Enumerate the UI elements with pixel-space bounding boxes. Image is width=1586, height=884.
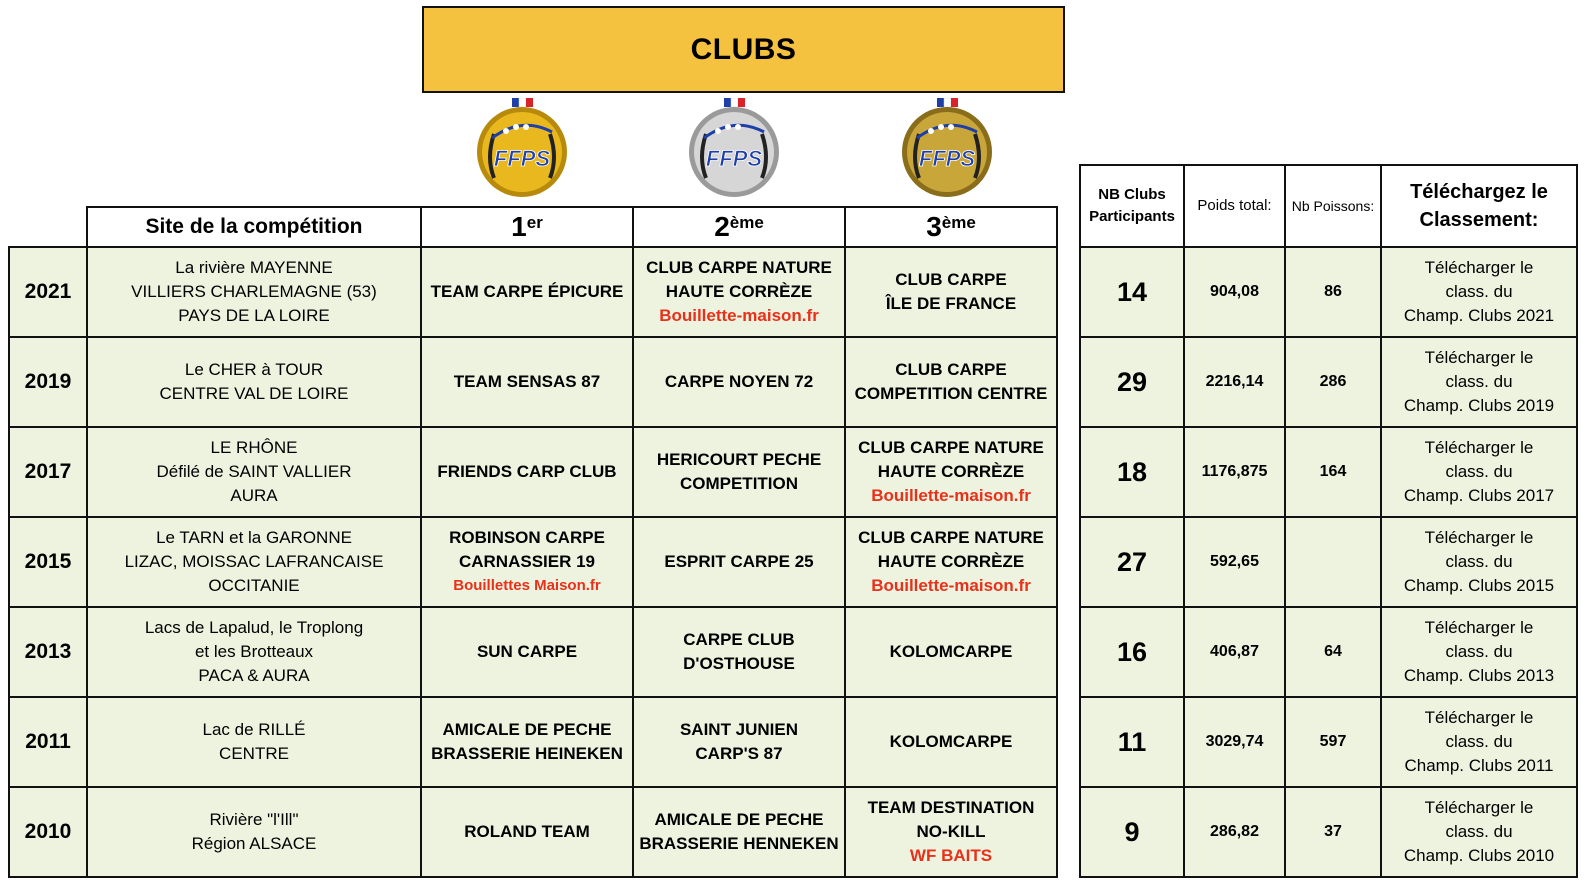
poids-cell: 3029,74	[1184, 697, 1285, 787]
club-line: NO-KILL	[916, 822, 986, 841]
download-line: Champ. Clubs 2010	[1403, 846, 1555, 865]
third-place-cell	[845, 607, 1057, 697]
stats-row	[1080, 427, 1577, 517]
site-cell	[87, 247, 421, 337]
download-line: class. du	[1445, 372, 1513, 391]
site-line: OCCITANIE	[208, 576, 300, 595]
download-line: Télécharger le	[1424, 708, 1534, 727]
first-place-cell	[421, 247, 633, 337]
club-line: CLUB CARPE NATURE	[858, 528, 1044, 547]
club-line: KOLOMCARPE	[889, 732, 1013, 751]
club-line: ROLAND TEAM	[464, 822, 590, 841]
nb-clubs-cell: 14	[1080, 247, 1184, 337]
third-place-cell	[845, 517, 1057, 607]
first-place-cell	[421, 787, 633, 877]
third-place-cell	[845, 247, 1057, 337]
second-place-header: 2ème	[633, 207, 845, 247]
site-line: VILLIERS CHARLEMAGNE (53)	[131, 282, 377, 301]
result-row	[9, 247, 1057, 337]
poids-cell: 592,65	[1184, 517, 1285, 607]
club-line: COMPETITION	[679, 474, 799, 493]
site-cell	[87, 607, 421, 697]
result-row	[9, 607, 1057, 697]
site-cell	[87, 697, 421, 787]
third-place-cell	[845, 337, 1057, 427]
nb-poissons-cell: 597	[1285, 697, 1381, 787]
site-line: PACA & AURA	[198, 666, 310, 685]
first-place-header: 1er	[421, 207, 633, 247]
second-place-cell	[633, 247, 845, 337]
club-line: KOLOMCARPE	[889, 642, 1013, 661]
sponsor-label: Bouillette-maison.fr	[871, 576, 1031, 595]
download-line: Champ. Clubs 2017	[1403, 486, 1555, 505]
poids-cell: 286,82	[1184, 787, 1285, 877]
download-line: class. du	[1445, 642, 1513, 661]
stats-row	[1080, 337, 1577, 427]
site-line: Le TARN et la GARONNE	[156, 528, 352, 547]
nb-poissons-cell: 86	[1285, 247, 1381, 337]
download-line: Télécharger le	[1424, 618, 1534, 637]
club-line: CLUB CARPE	[895, 270, 1007, 289]
first-place-cell	[421, 427, 633, 517]
club-line: SUN CARPE	[476, 642, 578, 661]
nb-clubs-cell: 27	[1080, 517, 1184, 607]
medal-label: FFPS	[493, 146, 551, 171]
third-place-cell	[845, 787, 1057, 877]
club-line: COMPETITION CENTRE	[854, 384, 1048, 403]
club-line: CARNASSIER 19	[458, 552, 596, 571]
club-line: TEAM SENSAS 87	[453, 372, 601, 391]
download-link[interactable]	[1381, 247, 1577, 337]
site-cell	[87, 517, 421, 607]
site-line: Défilé de SAINT VALLIER	[156, 462, 352, 481]
download-line: Télécharger le	[1424, 258, 1534, 277]
site-line: Lac de RILLÉ	[202, 720, 306, 739]
poids-header: Poids total:	[1184, 165, 1285, 247]
download-line: Télécharger le	[1424, 798, 1534, 817]
year-cell: 2021	[9, 247, 87, 337]
second-place-cell	[633, 337, 845, 427]
results-header-row	[9, 207, 1057, 247]
nb-poissons-cell: 286	[1285, 337, 1381, 427]
club-line: ESPRIT CARPE 25	[664, 552, 814, 571]
nb-poissons-cell	[1285, 517, 1381, 607]
download-line: class. du	[1445, 822, 1513, 841]
nb-clubs-cell: 29	[1080, 337, 1184, 427]
first-place-cell	[421, 337, 633, 427]
club-line: CARP'S 87	[695, 744, 783, 763]
download-link[interactable]	[1381, 337, 1577, 427]
download-line: Champ. Clubs 2015	[1403, 576, 1555, 595]
club-line: CLUB CARPE	[895, 360, 1007, 379]
site-line: Rivière "l'Ill"	[209, 810, 299, 829]
gold-medal-icon	[472, 98, 572, 198]
download-link[interactable]	[1381, 697, 1577, 787]
club-line: ROBINSON CARPE	[449, 528, 605, 547]
sponsor-label: WF BAITS	[909, 846, 993, 865]
stats-row	[1080, 697, 1577, 787]
medal-label: FFPS	[918, 146, 976, 171]
club-line: CARPE CLUB	[683, 630, 795, 649]
year-cell: 2010	[9, 787, 87, 877]
club-line: ÎLE DE FRANCE	[885, 294, 1017, 313]
results-table	[8, 206, 1058, 878]
poids-cell: 406,87	[1184, 607, 1285, 697]
download-line: Champ. Clubs 2011	[1404, 756, 1554, 775]
club-line: D'OSTHOUSE	[683, 654, 795, 673]
download-line: Champ. Clubs 2013	[1403, 666, 1555, 685]
site-line: PAYS DE LA LOIRE	[178, 306, 330, 325]
download-line: Télécharger le	[1424, 528, 1534, 547]
club-line: AMICALE DE PECHE	[442, 720, 612, 739]
site-line: AURA	[230, 486, 278, 505]
download-link[interactable]	[1381, 517, 1577, 607]
club-line: SAINT JUNIEN	[679, 720, 799, 739]
result-row	[9, 427, 1057, 517]
first-place-cell	[421, 697, 633, 787]
site-cell	[87, 787, 421, 877]
download-line: Champ. Clubs 2019	[1403, 396, 1555, 415]
download-link[interactable]	[1381, 427, 1577, 517]
page-title: CLUBS	[422, 6, 1065, 93]
nb-poissons-cell: 64	[1285, 607, 1381, 697]
club-line: HAUTE CORRÈZE	[665, 282, 813, 301]
stats-row	[1080, 787, 1577, 877]
stats-header-row	[1080, 165, 1577, 247]
club-line: HERICOURT PECHE	[656, 450, 822, 469]
first-place-cell	[421, 517, 633, 607]
third-place-cell	[845, 427, 1057, 517]
site-line: La rivière MAYENNE	[175, 258, 333, 277]
site-header: Site de la compétition	[87, 207, 421, 247]
stats-table	[1079, 164, 1578, 878]
sponsor-label: Bouillettes Maison.fr	[453, 577, 601, 594]
site-cell	[87, 427, 421, 517]
club-line: HAUTE CORRÈZE	[877, 552, 1025, 571]
year-header	[9, 207, 87, 247]
club-line: TEAM CARPE ÉPICURE	[430, 282, 624, 301]
nb-poissons-cell: 37	[1285, 787, 1381, 877]
download-link[interactable]	[1381, 787, 1577, 877]
site-line: LIZAC, MOISSAC LAFRANCAISE	[124, 552, 384, 571]
third-place-header: 3ème	[845, 207, 1057, 247]
result-row	[9, 337, 1057, 427]
club-line: AMICALE DE PECHE	[654, 810, 824, 829]
site-line: CENTRE VAL DE LOIRE	[159, 384, 349, 403]
second-place-cell	[633, 607, 845, 697]
club-line: BRASSERIE HENNEKEN	[639, 834, 839, 853]
download-line: class. du	[1445, 282, 1513, 301]
stats-row	[1080, 247, 1577, 337]
silver-medal-icon	[684, 98, 784, 198]
download-line: Champ. Clubs 2021	[1403, 306, 1555, 325]
stats-row	[1080, 517, 1577, 607]
download-header: Téléchargez le Classement:	[1381, 165, 1577, 247]
nb-clubs-cell: 18	[1080, 427, 1184, 517]
site-line: Lacs de Lapalud, le Troplong	[144, 618, 364, 637]
second-place-cell	[633, 517, 845, 607]
site-cell	[87, 337, 421, 427]
club-line: CARPE NOYEN 72	[664, 372, 814, 391]
medal-label: FFPS	[705, 146, 763, 171]
first-place-cell	[421, 607, 633, 697]
club-line: TEAM DESTINATION	[867, 798, 1035, 817]
download-line: Télécharger le	[1424, 348, 1534, 367]
nb-clubs-cell: 9	[1080, 787, 1184, 877]
poids-cell: 2216,14	[1184, 337, 1285, 427]
site-line: Le CHER à TOUR	[184, 360, 324, 379]
sponsor-label: Bouillette-maison.fr	[659, 306, 819, 325]
nb-clubs-cell: 11	[1080, 697, 1184, 787]
club-line: FRIENDS CARP CLUB	[437, 462, 617, 481]
site-line: Région ALSACE	[191, 834, 317, 853]
second-place-cell	[633, 697, 845, 787]
site-line: LE RHÔNE	[210, 438, 298, 457]
second-place-cell	[633, 787, 845, 877]
year-cell: 2013	[9, 607, 87, 697]
result-row	[9, 697, 1057, 787]
third-place-cell	[845, 697, 1057, 787]
club-line: CLUB CARPE NATURE	[858, 438, 1044, 457]
nb-poissons-header: Nb Poissons:	[1285, 165, 1381, 247]
year-cell: 2015	[9, 517, 87, 607]
nb-clubs-header: NB Clubs Participants	[1080, 165, 1184, 247]
nb-poissons-cell: 164	[1285, 427, 1381, 517]
club-line: CLUB CARPE NATURE	[646, 258, 832, 277]
site-line: et les Brotteaux	[194, 642, 314, 661]
bronze-medal-icon	[897, 98, 997, 198]
download-line: Télécharger le	[1424, 438, 1534, 457]
year-cell: 2019	[9, 337, 87, 427]
download-line: class. du	[1445, 552, 1513, 571]
download-line: class. du	[1445, 462, 1513, 481]
poids-cell: 904,08	[1184, 247, 1285, 337]
nb-clubs-cell: 16	[1080, 607, 1184, 697]
download-line: class. du	[1445, 732, 1513, 751]
sponsor-label: Bouillette-maison.fr	[871, 486, 1031, 505]
year-cell: 2017	[9, 427, 87, 517]
club-line: BRASSERIE HEINEKEN	[431, 744, 623, 763]
club-line: HAUTE CORRÈZE	[877, 462, 1025, 481]
year-cell: 2011	[9, 697, 87, 787]
stats-row	[1080, 607, 1577, 697]
result-row	[9, 517, 1057, 607]
poids-cell: 1176,875	[1184, 427, 1285, 517]
site-line: CENTRE	[219, 744, 289, 763]
second-place-cell	[633, 427, 845, 517]
download-link[interactable]	[1381, 607, 1577, 697]
result-row	[9, 787, 1057, 877]
